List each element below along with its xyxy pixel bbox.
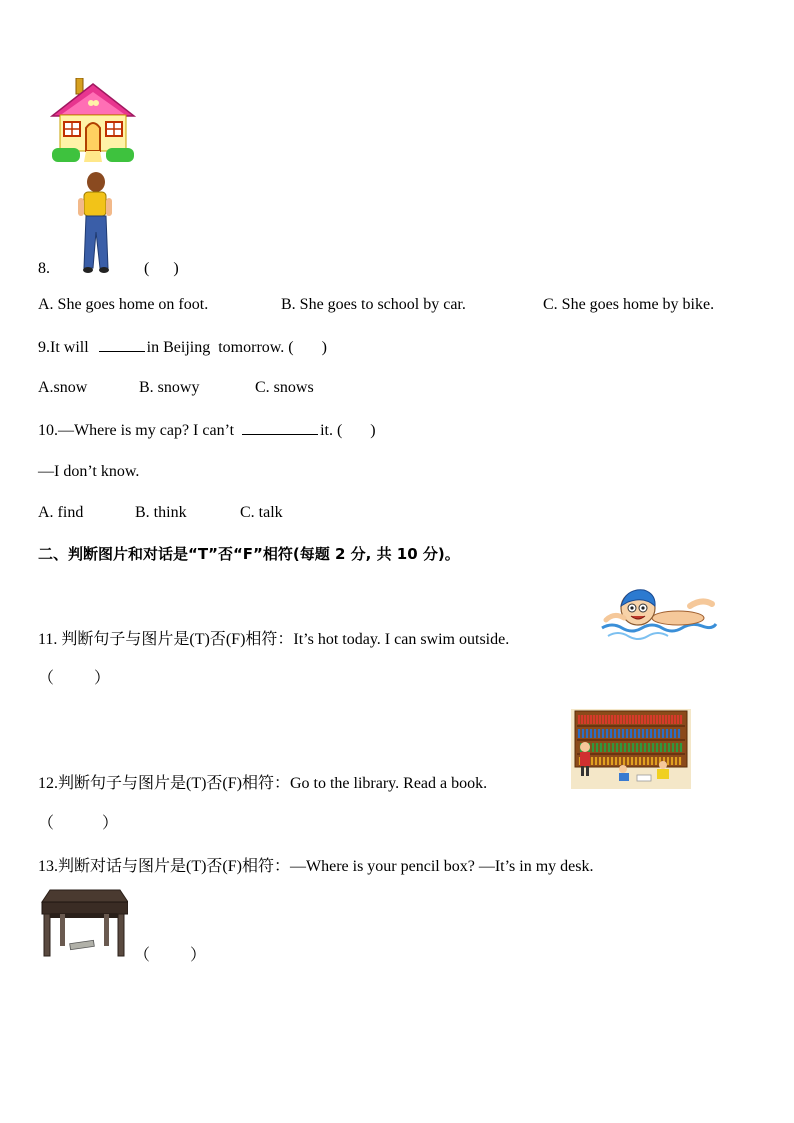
section-two-heading: 二、判断图片和对话是“T”否“F”相符(每题 2 分, 共 10 分)。 [38, 545, 460, 563]
q12-stem: 12.判断句子与图片是(T)否(F)相符：Go to the library. Read a book. [38, 775, 488, 792]
q13-answer-paren[interactable]: （ ） [134, 947, 207, 964]
q8-answer-paren[interactable]: ( ) [144, 260, 179, 277]
q8-option-a[interactable]: A. She goes home on foot. [38, 296, 209, 313]
q9-option-b[interactable]: B. snowy [139, 379, 200, 396]
q9-option-a[interactable]: A.snow [38, 379, 88, 396]
house-picture [50, 78, 136, 164]
q10-reply: —I don’t know. [38, 463, 140, 480]
library-icon [571, 709, 691, 789]
q10-option-a[interactable]: A. find [38, 504, 84, 521]
q9-stem [38, 337, 327, 358]
desk-icon [40, 888, 128, 958]
q10-option-c[interactable]: C. talk [240, 504, 283, 521]
swimmer-picture [598, 584, 718, 644]
q10-option-b[interactable]: B. think [135, 504, 187, 521]
q9-option-c[interactable]: C. snows [255, 379, 314, 396]
library-picture [571, 709, 691, 789]
q13-stem: 13.判断对话与图片是(T)否(F)相符：—Where is your pencil box? —It’s in my desk. [38, 858, 594, 875]
swimmer-icon [598, 584, 718, 644]
q10-blank[interactable] [242, 420, 318, 435]
q9-suffix: in Beijing tomorrow. ( ) [146, 339, 327, 356]
q8-stem [38, 259, 179, 279]
house-icon [50, 78, 136, 164]
q8-option-b[interactable]: B. She goes to school by car. [281, 296, 466, 313]
q11-stem: 11. 判断句子与图片是(T)否(F)相符：It’s hot today. I can swim outside. [38, 631, 510, 648]
girl-picture [78, 172, 114, 274]
q12-answer-paren[interactable]: （ ） [38, 815, 119, 832]
q9-blank[interactable] [99, 337, 145, 352]
q9-prefix: 9.It will [38, 339, 89, 356]
q10-stem [38, 420, 376, 441]
q8-option-c[interactable]: C. She goes home by bike. [543, 296, 715, 313]
q11-answer-paren[interactable]: （ ） [38, 670, 111, 687]
q10-prefix: 10.—Where is my cap? I can’t [38, 422, 235, 439]
q10-suffix: it. ( ) [320, 422, 376, 439]
q8-number: 8. [38, 260, 50, 277]
desk-picture [40, 888, 128, 958]
girl-walking-icon [78, 172, 114, 274]
